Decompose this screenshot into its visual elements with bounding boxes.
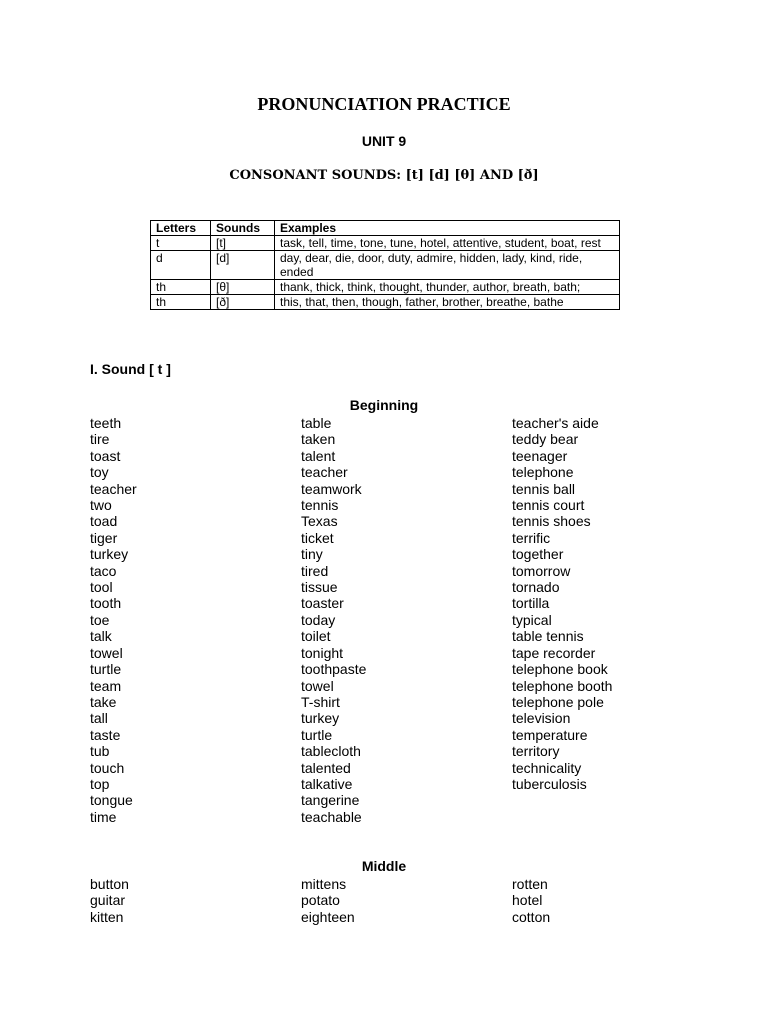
list-item: teacher's aide [512, 415, 599, 431]
list-item: tomorrow [512, 562, 571, 579]
cell-examples: thank, thick, think, thought, thunder, author, breath, bath; [275, 280, 620, 295]
list-item: toe [90, 611, 110, 628]
list-item: terrific [512, 529, 551, 546]
list-item: tornado [512, 579, 560, 596]
table-header-row [151, 221, 620, 236]
list-item: ticket [301, 529, 334, 546]
list-item: toothpaste [301, 661, 367, 678]
list-item: hotel [512, 892, 543, 909]
list-item: telephone pole [512, 693, 604, 710]
list-item: table tennis [512, 628, 584, 645]
list-item: mittens [301, 876, 347, 892]
list-item: tennis court [512, 497, 585, 514]
list-item: toad [90, 513, 118, 530]
list-item: tablecloth [301, 743, 361, 760]
cell-letters: th [151, 280, 211, 295]
list-item: tennis ball [512, 480, 576, 497]
list-item: territory [512, 743, 560, 760]
subtitle: CONSONANT SOUNDS: [t] [d] [θ] AND [ð] [229, 168, 539, 183]
list-item: turtle [301, 726, 333, 743]
cell-examples: task, tell, time, tone, tune, hotel, attentive, student, boat, rest [275, 236, 620, 251]
list-item: teenager [512, 447, 568, 464]
list-item: together [512, 546, 564, 563]
cell-letters: th [151, 295, 211, 310]
list-item: tissue [301, 579, 338, 596]
list-item: tool [90, 579, 113, 596]
list-item: towel [301, 677, 334, 694]
list-item: eighteen [301, 908, 355, 925]
list-item: tiny [301, 546, 323, 563]
list-item: potato [301, 892, 340, 909]
list-item: teamwork [301, 480, 362, 497]
list-item: turkey [90, 546, 129, 563]
word-list-beginning-3 [512, 415, 612, 792]
list-item: taco [90, 562, 117, 579]
list-item: tangerine [301, 792, 360, 809]
list-item: taste [90, 726, 121, 743]
table-row [151, 280, 620, 295]
list-item: tortilla [512, 595, 550, 612]
list-item: taken [301, 431, 336, 448]
cell-sound: [t] [211, 236, 275, 251]
list-item: toilet [301, 628, 331, 645]
list-item: guitar [90, 892, 126, 909]
list-item: teddy bear [512, 431, 579, 448]
list-item: tennis [301, 497, 339, 514]
list-item: today [301, 611, 336, 628]
list-item: tire [90, 431, 110, 448]
list-item: telephone book [512, 661, 608, 678]
table-row [151, 295, 620, 310]
word-list-middle-3 [512, 876, 550, 925]
list-item: Texas [301, 513, 338, 530]
list-item: toy [90, 464, 109, 481]
list-item: toast [90, 447, 121, 464]
document-title: PRONUNCIATION PRACTICE [257, 94, 511, 114]
header-examples: Examples [275, 221, 620, 236]
list-item: top [90, 775, 110, 792]
list-item: towel [90, 644, 123, 661]
word-list-beginning-1 [90, 415, 137, 825]
list-item: tiger [90, 529, 118, 546]
list-item: toaster [301, 595, 344, 612]
list-item: table [301, 415, 332, 431]
list-item: tuberculosis [512, 775, 587, 792]
header-sounds: Sounds [211, 221, 275, 236]
list-item: tooth [90, 595, 122, 612]
list-item: talent [301, 447, 336, 464]
cell-examples: this, that, then, though, father, brother, breathe, bathe [275, 295, 620, 310]
list-item: talk [90, 628, 112, 645]
list-item: teeth [90, 415, 122, 431]
list-item: tape recorder [512, 644, 596, 661]
list-item: take [90, 693, 117, 710]
section-heading: I. Sound [ t ] [90, 361, 171, 377]
cell-sound: [d] [211, 251, 275, 280]
list-item: temperature [512, 726, 588, 743]
list-item: teacher [301, 464, 348, 481]
middle-heading: Middle [361, 858, 407, 874]
list-item: tub [90, 743, 110, 760]
list-item: team [90, 677, 122, 694]
sounds-table [150, 220, 620, 310]
cell-letters: d [151, 251, 211, 280]
list-item: typical [512, 611, 552, 628]
list-item: talkative [301, 775, 353, 792]
list-item: cotton [512, 908, 551, 925]
list-item: turkey [301, 710, 340, 727]
cell-examples: day, dear, die, door, duty, admire, hidden, lady, kind, ride, ended [275, 251, 620, 280]
word-list-beginning-2 [301, 415, 366, 825]
list-item: teacher [90, 480, 137, 497]
cell-sound: [θ] [211, 280, 275, 295]
list-item: tongue [90, 792, 133, 809]
list-item: telephone booth [512, 677, 613, 694]
list-item: kitten [90, 908, 124, 925]
list-item: turtle [90, 661, 122, 678]
header-letters: Letters [151, 221, 211, 236]
list-item: rotten [512, 876, 548, 892]
list-item: tall [90, 710, 108, 727]
list-item: time [90, 808, 117, 825]
word-list-middle-1 [90, 876, 129, 925]
list-item: tennis shoes [512, 513, 591, 530]
list-item: touch [90, 759, 125, 776]
table-row [151, 251, 620, 280]
cell-letters: t [151, 236, 211, 251]
cell-sound: [ð] [211, 295, 275, 310]
unit-heading: UNIT 9 [361, 133, 407, 149]
word-list-middle-2 [301, 876, 355, 925]
list-item: tonight [301, 644, 344, 661]
list-item: tired [301, 562, 329, 579]
list-item: talented [301, 759, 351, 776]
table-row [151, 236, 620, 251]
list-item: technicality [512, 759, 582, 776]
list-item: two [90, 497, 112, 514]
list-item: T-shirt [301, 693, 340, 710]
beginning-heading: Beginning [349, 397, 419, 413]
list-item: button [90, 876, 129, 892]
list-item: teachable [301, 808, 362, 825]
list-item: telephone [512, 464, 574, 481]
list-item: television [512, 710, 571, 727]
